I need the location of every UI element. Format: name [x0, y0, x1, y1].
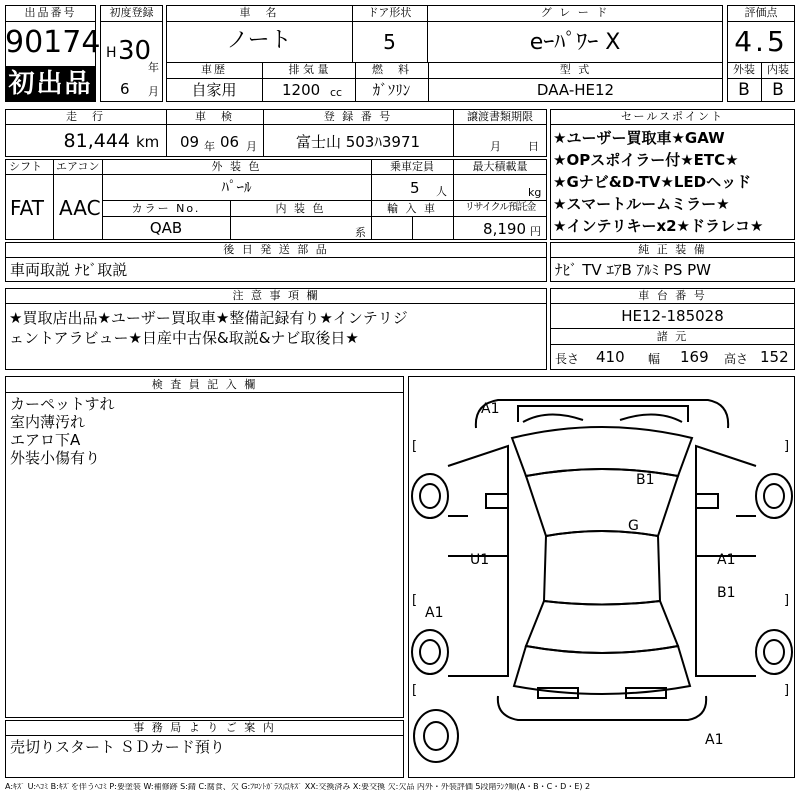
damage-mark-left-door: U1: [470, 552, 490, 568]
office-title: 事 務 局 よ り ご 案 内: [133, 721, 276, 734]
fuel: ｶﾞｿﾘﾝ: [372, 81, 411, 99]
legend-footer: A:ｷｽﾞ U:ﾍｺﾐ B:ｷｽﾞを伴うﾍｺﾐ P:要塗装 W:補修跡 S:錆 C:腐食、欠 G:ﾌﾛﾝﾄｶﾞﾗｽ点ｷｽﾞ XX:交換済み X:要交換 欠:欠品 内外・外装評価 5段階ﾗﾝｸ順(A・B・C・D・E) 2: [5, 783, 591, 791]
transfer-month-unit: 月: [490, 140, 501, 153]
office-text: 売切りスタート ＳＤカード預り: [10, 738, 225, 756]
exterior-color: ﾊﾟｰﾙ: [221, 178, 252, 196]
fuel-label: 燃 料: [372, 63, 411, 76]
history: 自家用: [191, 81, 237, 99]
displacement-label: 排 気 量: [288, 63, 329, 76]
inspection-month: 06: [220, 133, 240, 151]
chassis-number: HE12-185028: [621, 307, 724, 325]
inspection-month-unit: 月: [246, 140, 257, 153]
car-name: ノート: [226, 28, 292, 53]
lot-number: 90174: [5, 25, 101, 60]
damage-mark-roof: G: [628, 518, 639, 534]
recycle-unit: 円: [530, 225, 541, 238]
history-label: 車歴: [201, 63, 227, 76]
sales-point-line: ★Gナビ&D-TV★LEDヘッド: [553, 173, 752, 191]
later-parts-text: 車両取説 ﾅﾋﾞ取説: [10, 261, 128, 279]
plate-number: 富士山 503ﾊ3971: [295, 133, 421, 151]
capacity: 5: [410, 179, 420, 197]
interior-color-unit: 系: [355, 226, 366, 239]
exterior-grade: B: [738, 80, 750, 100]
sales-point-line: ★スマートルームミラー★: [553, 195, 730, 213]
length-label: 長さ: [555, 352, 580, 366]
recycle-label: リサイクル預託金: [464, 202, 536, 213]
sales-point-line: ★OPスポイラー付★ETC★: [553, 151, 739, 169]
score-label: 評価点: [744, 6, 778, 19]
bracket-left-top: [: [412, 439, 418, 454]
height-label: 高さ: [724, 352, 749, 366]
inspection-label: 車 検: [195, 110, 234, 123]
height: 152: [760, 348, 789, 366]
displacement: 1200: [282, 81, 321, 99]
registration-month-unit: 月: [148, 85, 159, 98]
damage-mark-hood: B1: [636, 472, 655, 488]
notes-title: 注 意 事 項 欄: [232, 289, 320, 302]
first-registration-label: 初度登録: [109, 6, 154, 19]
sales-point-line: ★インテリキーx2★ドラレコ★: [553, 217, 764, 235]
color-number-label: カラー No.: [131, 202, 201, 215]
car-name-label: 車 名: [239, 6, 279, 19]
registration-era: H: [106, 45, 117, 61]
grade: eｰﾊﾟﾜｰ X: [529, 30, 621, 55]
damage-mark-right-door: A1: [717, 552, 736, 568]
damage-mark-rear: A1: [705, 732, 724, 748]
ac-label: エアコン: [56, 160, 100, 173]
sales-points-title: セールスポイント: [620, 110, 724, 123]
mileage: 81,444: [63, 130, 130, 152]
model-code: DAA-HE12: [536, 81, 615, 99]
inspector-line: エアロ下A: [10, 431, 81, 449]
inspector-line: カーペットすれ: [10, 395, 115, 413]
air-conditioner: AAC: [59, 196, 101, 220]
bracket-left-bottom: [: [412, 683, 418, 698]
notes-line: ★買取店出品★ユーザー買取車★整備記録有り★インテリジ: [9, 309, 408, 327]
later-parts-title: 後 日 発 送 部 品: [223, 243, 329, 256]
first-listing-badge: 初出品: [5, 66, 96, 102]
recycle-fee: 8,190: [483, 220, 526, 238]
chassis-title: 車 台 番 号: [638, 289, 707, 302]
inspector-title: 検 査 員 記 入 欄: [151, 378, 258, 391]
genuine-equipment-title: 純 正 装 備: [638, 243, 707, 256]
bracket-left-mid: [: [412, 593, 418, 608]
transfer-label: 譲渡書類期限: [467, 110, 533, 123]
bracket-right-bottom: ]: [784, 683, 790, 698]
model-code-label: 型 式: [559, 63, 592, 76]
transfer-day-unit: 日: [528, 140, 539, 153]
exterior-label: 外装: [733, 63, 755, 76]
grade-label: グ レ ー ド: [540, 6, 610, 19]
interior-grade: B: [772, 80, 784, 100]
inspector-line: 室内薄汚れ: [10, 413, 86, 431]
color-number: QAB: [149, 219, 183, 237]
bracket-right-top: ]: [784, 439, 790, 454]
max-load-label: 最大積載量: [472, 160, 528, 173]
length: 410: [596, 348, 625, 366]
shift-label: シフト: [9, 160, 42, 173]
mileage-unit: km: [136, 133, 160, 151]
sales-point-line: ★ユーザー買取車★GAW: [553, 129, 725, 147]
mileage-label: 走 行: [66, 110, 105, 123]
registration-year-unit: 年: [148, 61, 159, 74]
car-diagram: [408, 376, 795, 778]
capacity-unit: 人: [436, 185, 447, 198]
bracket-right-mid: ]: [784, 593, 790, 608]
damage-mark-left-rear: A1: [425, 605, 444, 621]
displacement-unit: cc: [330, 86, 343, 99]
inspection-year-unit: 年: [204, 140, 215, 153]
lot-number-label: 出品番号: [24, 6, 77, 19]
max-load-unit: kg: [528, 186, 542, 199]
width-label: 幅: [648, 352, 661, 366]
exterior-color-label: 外 装 色: [211, 160, 262, 173]
damage-mark-front: A1: [481, 401, 500, 417]
inspector-line: 外装小傷有り: [10, 449, 101, 467]
dimensions-title: 諸 元: [656, 330, 689, 343]
import-label: 輸 入 車: [387, 202, 437, 215]
interior-color-label: 内 装 色: [275, 202, 326, 215]
genuine-equipment-text: ﾅﾋﾞ TV ｴｱB ｱﾙﾐ PS PW: [555, 261, 711, 279]
damage-mark-right-rear: B1: [717, 585, 736, 601]
auction-score: 4.5: [734, 25, 788, 58]
registration-month: 6: [120, 80, 130, 98]
shift: FAT: [10, 196, 45, 220]
registration-year: 30: [118, 36, 152, 66]
door-count: 5: [383, 30, 396, 54]
capacity-label: 乗車定員: [390, 160, 434, 173]
plate-label: 登 録 番 号: [323, 110, 393, 123]
inspection-year: 09: [180, 133, 200, 151]
notes-line: ェントアラビュー★日産中古保&取説&ナビ取後日★: [9, 329, 359, 347]
interior-label: 内装: [767, 63, 789, 76]
door-label: ドア形状: [367, 6, 412, 19]
width: 169: [680, 348, 709, 366]
